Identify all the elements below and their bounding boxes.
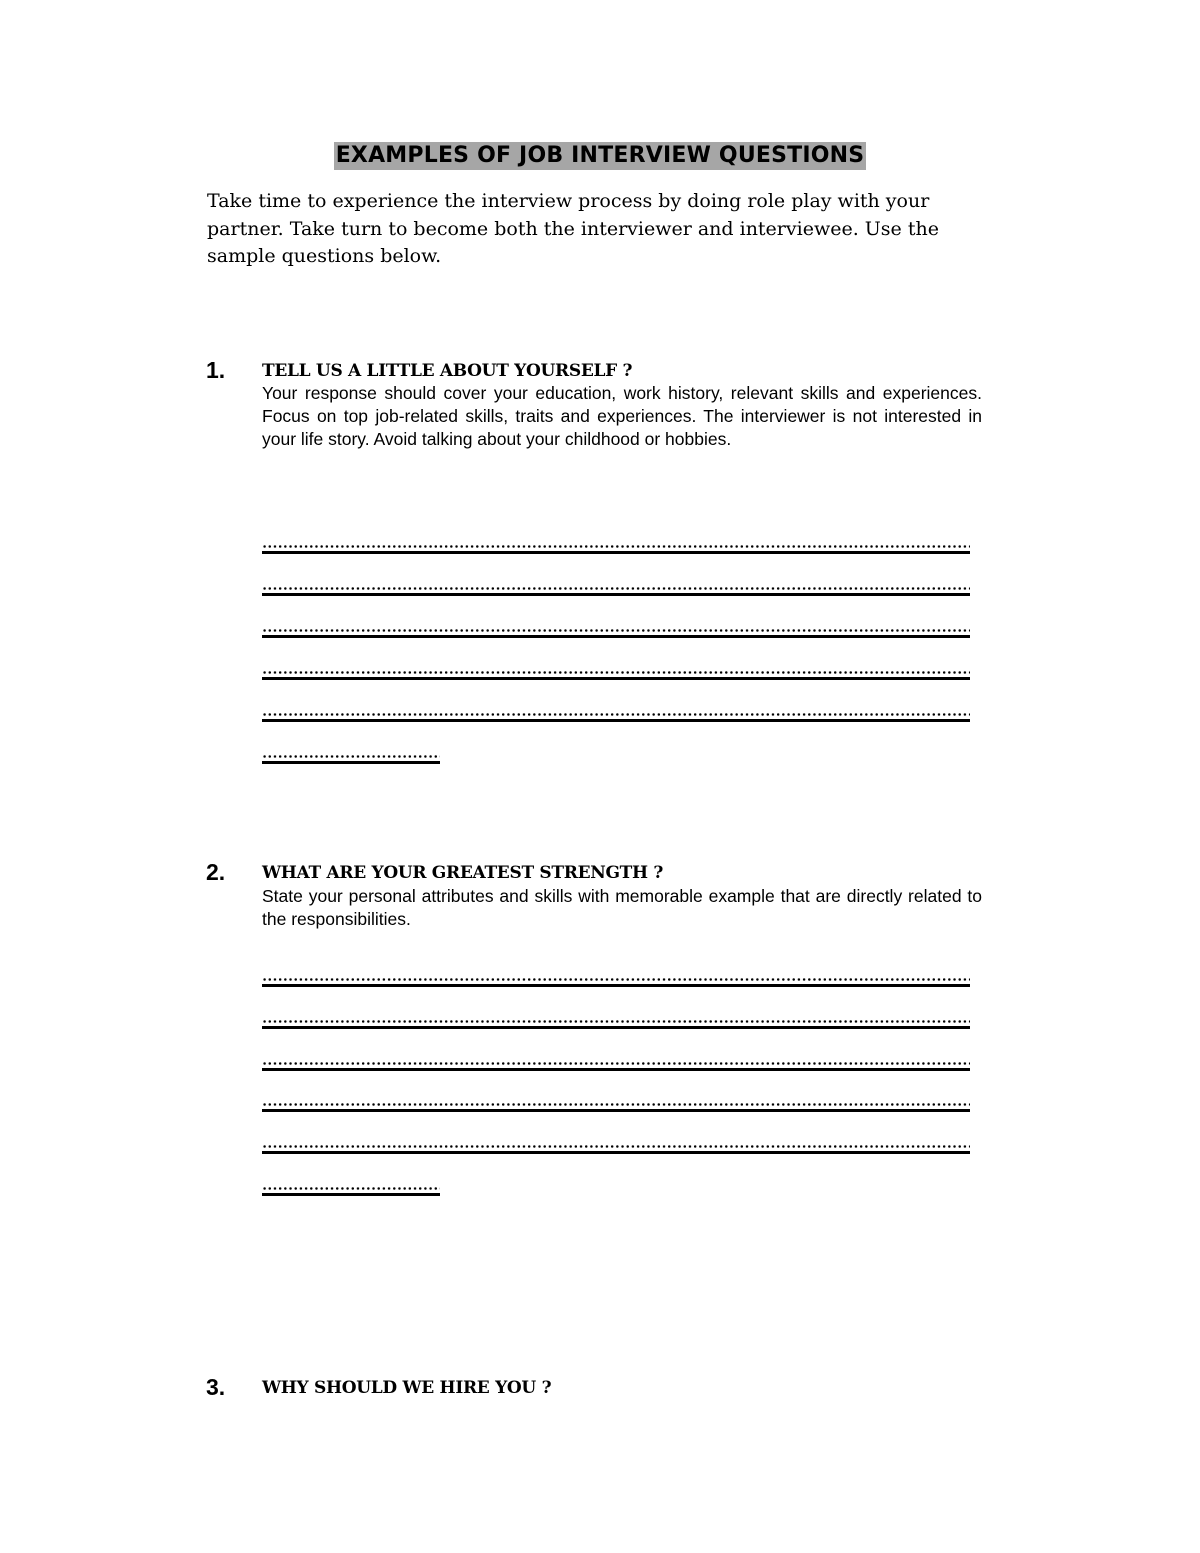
question-3-number: 3. [206, 1374, 226, 1400]
question-1-number: 1. [206, 357, 226, 383]
answer-line[interactable] [262, 1018, 970, 1029]
answer-line[interactable] [262, 1143, 970, 1154]
question-1-title: TELL US A LITTLE ABOUT YOURSELF ? [262, 361, 633, 381]
answer-line[interactable] [262, 585, 970, 596]
page-title: EXAMPLES OF JOB INTERVIEW QUESTIONS [335, 143, 865, 168]
answer-line[interactable] [262, 753, 440, 764]
answer-line[interactable] [262, 1185, 440, 1196]
answer-line[interactable] [262, 627, 970, 638]
answer-line[interactable] [262, 1060, 970, 1071]
question-2-description: State your personal attributes and skills with memorable example that are directly related to the responsibilities. [262, 886, 982, 929]
title-container [0, 142, 1200, 170]
answer-line[interactable] [262, 1101, 970, 1112]
intro-paragraph: Take time to experience the interview process by doing role play with your partner. Take turn to become both the interviewer and interviewee. Use the sample questions below. [207, 190, 939, 267]
answer-line[interactable] [262, 669, 970, 680]
answer-line[interactable] [262, 976, 970, 987]
answer-line[interactable] [262, 711, 970, 722]
question-2-number: 2. [206, 859, 226, 885]
question-2-title: WHAT ARE YOUR GREATEST STRENGTH ? [262, 863, 664, 883]
question-3-title: WHY SHOULD WE HIRE YOU ? [262, 1378, 552, 1398]
answer-line[interactable] [262, 543, 970, 554]
question-1-description: Your response should cover your education, work history, relevant skills and experiences. Focus on top job-related skills, traits and experiences. The interviewer is not interested in your life story. Avoid talking about your childhood or hobbies. [262, 383, 982, 449]
